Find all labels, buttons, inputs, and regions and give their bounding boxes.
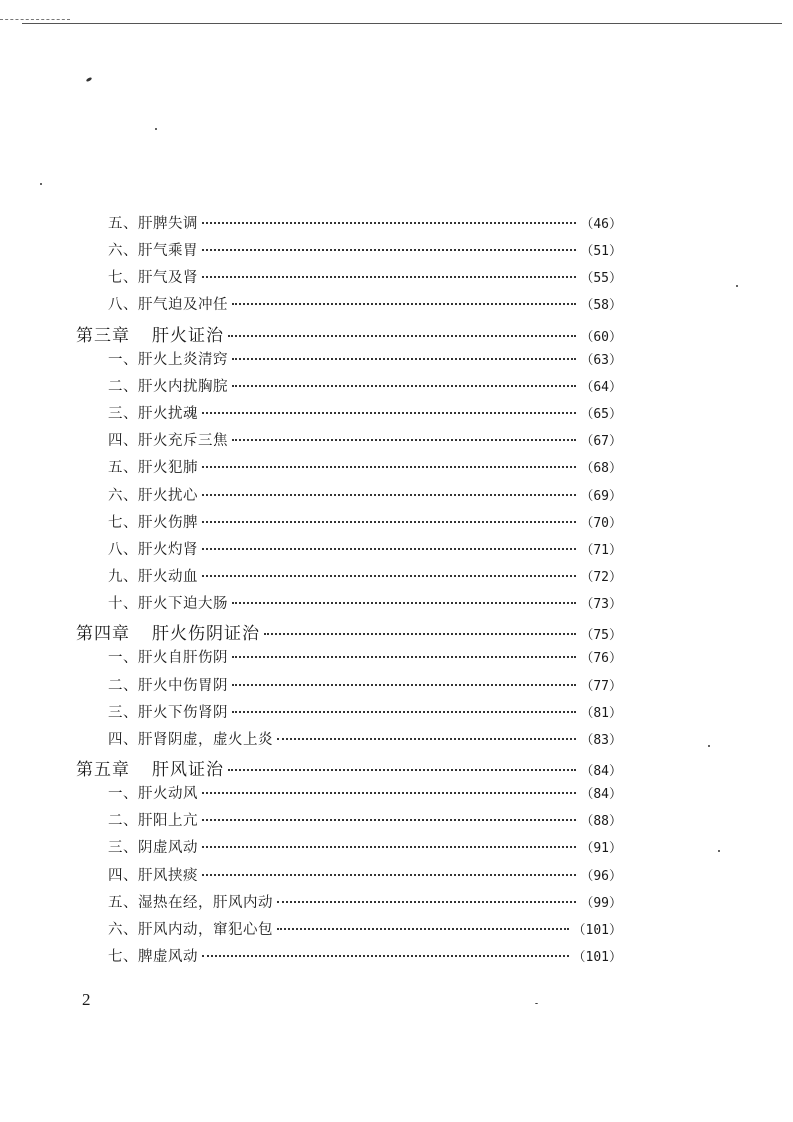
page-reference: （67） xyxy=(580,434,622,450)
page-reference: （72） xyxy=(580,569,622,585)
page-reference: （96） xyxy=(580,868,622,884)
page-number: 2 xyxy=(82,990,91,1009)
page-reference: （81） xyxy=(580,705,622,721)
chapter-number: 第四章 xyxy=(76,624,130,645)
page-reference: （88） xyxy=(580,814,622,830)
section-title: 脾虚风动 xyxy=(138,949,198,966)
toc-chapter-entry xyxy=(76,755,622,780)
toc-section-entry xyxy=(108,918,622,939)
section-title: 肝火中伤胃阴 xyxy=(138,677,228,694)
section-title: 肝气迫及冲任 xyxy=(138,297,228,314)
dot-leader xyxy=(232,303,576,305)
toc-section-entry xyxy=(108,674,622,695)
toc-section-entry xyxy=(108,646,622,667)
section-number: 九、 xyxy=(108,568,138,585)
dot-leader xyxy=(277,738,576,740)
section-title: 肝火下伤肾阴 xyxy=(138,704,228,721)
section-number: 三、 xyxy=(108,406,138,423)
toc-section-entry xyxy=(108,375,622,396)
dot-leader xyxy=(277,928,569,930)
section-title: 肝火充斥三焦 xyxy=(138,433,228,450)
section-number: 二、 xyxy=(108,813,138,830)
toc-section-entry xyxy=(108,239,622,260)
section-title: 肝火动风 xyxy=(138,786,198,803)
chapter-number: 第五章 xyxy=(76,760,130,780)
section-number: 五、 xyxy=(108,894,138,911)
page-reference: （83） xyxy=(580,732,622,748)
toc-section-entry xyxy=(108,402,622,423)
page-reference: （58） xyxy=(580,298,622,314)
page-reference: （76） xyxy=(580,651,622,667)
section-title: 肝脾失调 xyxy=(138,216,198,232)
dot-leader xyxy=(264,633,576,635)
toc-section-entry xyxy=(108,348,622,369)
toc-section-entry xyxy=(108,565,622,586)
section-number: 八、 xyxy=(108,541,138,558)
section-number: 二、 xyxy=(108,677,138,694)
section-number: 七、 xyxy=(108,949,138,966)
section-title: 肝气及肾 xyxy=(138,270,198,287)
dot-leader xyxy=(277,901,576,903)
section-title: 肝火上炎清窍 xyxy=(138,351,228,368)
section-number: 六、 xyxy=(108,487,138,504)
section-title: 肝火自肝伤阴 xyxy=(138,650,228,667)
page-reference: （68） xyxy=(580,461,622,477)
chapter-title: 肝风证治 xyxy=(152,760,224,780)
section-number: 六、 xyxy=(108,921,138,938)
section-title: 肝火扰魂 xyxy=(138,406,198,423)
page-reference: （63） xyxy=(580,352,622,368)
toc-section-entry xyxy=(108,212,622,233)
toc-section-entry xyxy=(108,809,622,830)
toc-section-entry xyxy=(108,592,622,613)
section-title: 肝火动血 xyxy=(138,568,198,585)
toc-section-entry xyxy=(108,782,622,803)
page-reference: （101） xyxy=(572,950,622,966)
toc-section-entry xyxy=(108,293,622,314)
dot-leader xyxy=(232,358,576,360)
dot-leader xyxy=(232,656,576,658)
dot-leader xyxy=(202,819,576,821)
section-number: 七、 xyxy=(108,514,138,531)
toc-section-entry xyxy=(108,266,622,287)
toc-section-entry xyxy=(108,836,622,857)
toc-section-entry xyxy=(108,891,622,912)
dot-leader xyxy=(202,955,569,957)
toc-section-entry xyxy=(108,511,622,532)
toc-section-entry xyxy=(108,945,622,966)
section-number: 六、 xyxy=(108,243,138,260)
page-reference: （75） xyxy=(580,628,622,644)
toc-section-entry xyxy=(108,728,622,749)
dot-leader xyxy=(202,874,576,876)
section-title: 肝火下迫大肠 xyxy=(138,596,228,613)
chapter-title: 肝火伤阴证治 xyxy=(152,624,260,645)
dot-leader xyxy=(202,548,576,550)
section-number: 八、 xyxy=(108,297,138,314)
page-reference: （99） xyxy=(580,895,622,911)
section-title: 肝火灼肾 xyxy=(138,541,198,558)
section-number: 十、 xyxy=(108,596,138,613)
page-reference: （69） xyxy=(580,488,622,504)
page-reference: （70） xyxy=(580,515,622,531)
section-title: 肝阳上亢 xyxy=(138,813,198,830)
section-number: 一、 xyxy=(108,650,138,667)
section-number: 五、 xyxy=(108,460,138,477)
section-number: 四、 xyxy=(108,731,138,748)
dot-leader xyxy=(232,684,576,686)
toc-section-entry xyxy=(108,864,622,885)
toc-section-entry xyxy=(108,429,622,450)
section-title: 肝气乘胃 xyxy=(138,243,198,260)
dot-leader xyxy=(228,769,576,771)
page-reference: （60） xyxy=(580,329,622,345)
page-reference: （64） xyxy=(580,379,622,395)
dot-leader xyxy=(202,222,576,224)
dot-leader xyxy=(202,494,576,496)
page-reference: （46） xyxy=(580,217,622,232)
dot-leader xyxy=(202,249,576,251)
section-title: 肝火内扰胸脘 xyxy=(138,378,228,395)
section-number: 三、 xyxy=(108,840,138,857)
toc-section-entry xyxy=(108,456,622,477)
toc-chapter-entry xyxy=(76,619,622,644)
page-reference: （101） xyxy=(572,922,622,938)
toc-section-entry xyxy=(108,701,622,722)
dot-leader xyxy=(228,335,576,337)
section-number: 三、 xyxy=(108,704,138,721)
section-number: 四、 xyxy=(108,433,138,450)
dot-leader xyxy=(202,521,576,523)
section-title: 肝风挟痰 xyxy=(138,867,198,884)
section-title: 肝肾阴虚，虚火上炎 xyxy=(138,731,273,748)
toc-chapter-entry xyxy=(76,321,622,346)
section-title: 肝火伤脾 xyxy=(138,514,198,531)
dot-leader xyxy=(202,412,576,414)
dot-leader xyxy=(232,385,576,387)
page-reference: （65） xyxy=(580,407,622,423)
section-number: 五、 xyxy=(108,216,138,232)
dot-leader xyxy=(202,792,576,794)
page-reference: （84） xyxy=(580,787,622,803)
page-reference: （84） xyxy=(580,764,622,779)
dot-leader xyxy=(232,711,576,713)
section-title: 肝火扰心 xyxy=(138,487,198,504)
page-reference: （55） xyxy=(580,271,622,287)
section-number: 四、 xyxy=(108,867,138,884)
page-reference: （71） xyxy=(580,542,622,558)
page-reference: （91） xyxy=(580,841,622,857)
section-title: 肝风内动，窜犯心包 xyxy=(138,921,273,938)
chapter-number: 第三章 xyxy=(76,325,130,346)
dot-leader xyxy=(202,575,576,577)
section-number: 七、 xyxy=(108,270,138,287)
section-number: 一、 xyxy=(108,786,138,803)
page-reference: （51） xyxy=(580,244,622,260)
section-number: 一、 xyxy=(108,351,138,368)
section-title: 阴虚风动 xyxy=(138,840,198,857)
section-title: 肝火犯肺 xyxy=(138,460,198,477)
dot-leader xyxy=(202,276,576,278)
toc-section-entry xyxy=(108,538,622,559)
page-reference: （77） xyxy=(580,678,622,694)
dot-leader xyxy=(202,846,576,848)
section-title: 湿热在经，肝风内动 xyxy=(138,894,273,911)
toc-section-entry xyxy=(108,484,622,505)
page-reference: （73） xyxy=(580,597,622,613)
dot-leader xyxy=(232,602,576,604)
dot-leader xyxy=(202,466,576,468)
section-number: 二、 xyxy=(108,378,138,395)
chapter-title: 肝火证治 xyxy=(152,325,224,346)
dot-leader xyxy=(232,439,576,441)
